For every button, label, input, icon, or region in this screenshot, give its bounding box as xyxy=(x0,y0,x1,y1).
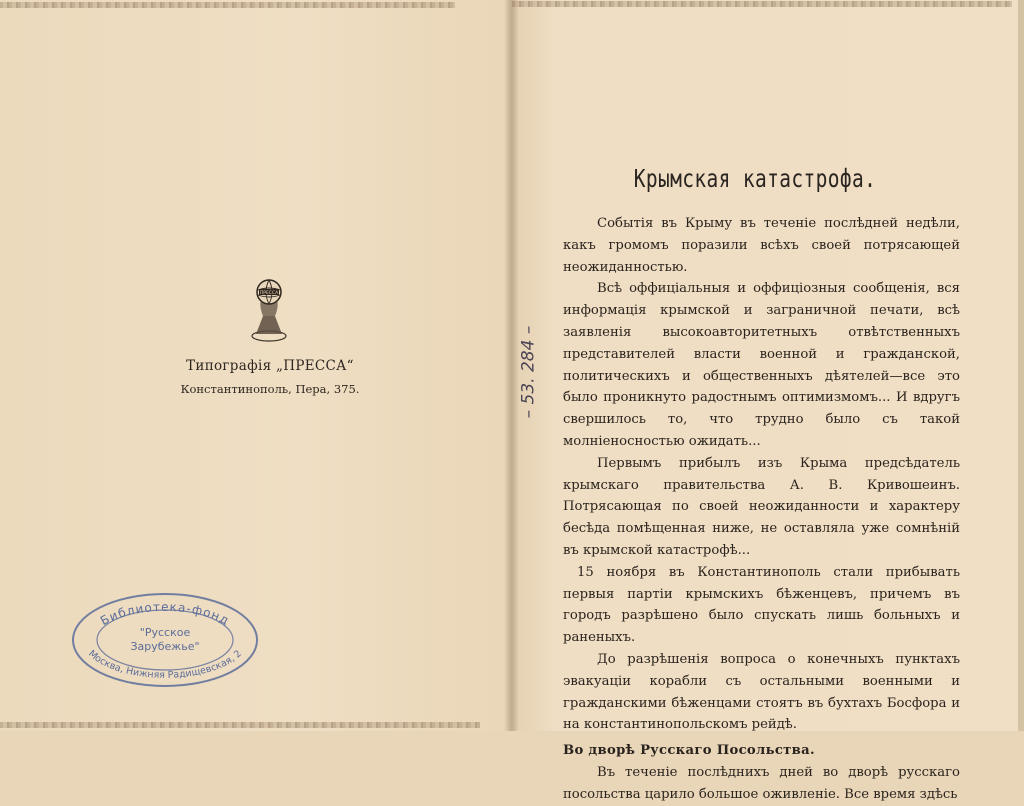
article-body xyxy=(563,213,960,806)
printer-logo-icon xyxy=(248,276,290,342)
shelfmark-text: – 53. 284 – xyxy=(518,325,539,419)
paragraph-1: Событія въ Крыму въ теченіе послѣдней недѣли, какъ громомъ поразили всѣхъ своей потрясающей неожиданностью. xyxy=(563,216,960,275)
printer-name: Типографія „ПРЕССА“ xyxy=(186,358,354,374)
stamp-line1: Библиотека-фонд xyxy=(98,599,232,628)
paragraph-2: Всѣ оффиціальныя и оффиціозныя сообщенія, вся информація крымской и заграничной печати, всѣ заявленія высокоавторитетныхъ отвѣтственныхъ представителей власти военной и гражданской, политическихъ и общественныхъ дѣятелей—все это было проникнуто радостнымъ оптимизмомъ... И вдругъ свершилось то, что трудно было съ такой молніеносностью ожидать... xyxy=(563,281,960,449)
paragraph-4: 15 ноября въ Константинополь стали прибывать первыя партіи крымскихъ бѣженцевъ, причемъ въ городъ разрѣшено было спускать лишь больныхъ и раненыхъ. xyxy=(563,564,960,646)
right-top-edge xyxy=(512,1,1012,7)
bottom-edge-shadow xyxy=(0,722,480,728)
right-page-edge xyxy=(1018,0,1024,731)
top-edge-shadow xyxy=(0,2,455,8)
paragraph-6: Въ теченіе послѣднихъ дней во дворѣ русскаго посольства царило большое оживленіе. Все время здѣсь xyxy=(563,764,960,802)
paragraph-5: До разрѣшенія вопроса о конечныхъ пунктахъ эвакуаціи корабли съ остальными военными и гражданскими бѣженцами стоятъ въ бухтахъ Босфора и на константинопольскомъ рейдѣ. xyxy=(563,651,960,733)
paragraph-3: Первымъ прибылъ изъ Крыма предсѣдатель крымскаго правительства А. В. Кривошеинъ. Потрясающая по своей неожиданности и характеру бесѣда помѣщенная ниже, не оставляла уже сомнѣній въ крымской катастрофѣ... xyxy=(563,455,960,558)
page-title: Крымская катастрофа. xyxy=(633,164,877,193)
logo-label: ПРЕССА xyxy=(259,291,279,296)
stamp-line4: Москва, Нижняя Радищевская, 2 xyxy=(86,648,244,681)
shelfmark xyxy=(508,318,548,436)
section-subheading: Во дворѣ Русскаго Посольства. xyxy=(563,743,815,759)
stamp-line3: Зарубежье" xyxy=(130,640,200,653)
library-stamp xyxy=(70,588,260,688)
stamp-line2: "Русское xyxy=(139,626,191,639)
left-page xyxy=(0,0,512,731)
printer-address: Константинополь, Пера, 375. xyxy=(180,382,360,396)
